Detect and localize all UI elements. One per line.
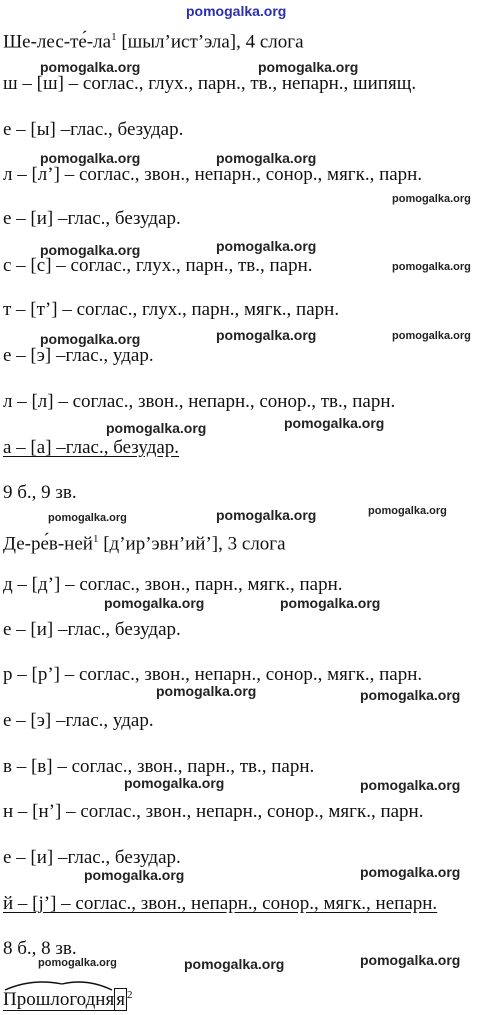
word2-row: е – [э] –глас., удар. [3,710,154,731]
word3-sup: 2 [126,989,133,1001]
word3-ending-box: я [116,989,125,1011]
word1-row: т – [т’] – соглас., глух., парн., мягк., парн. [3,299,340,320]
watermark: pomogalka.org [40,59,141,75]
watermark: pomogalka.org [280,595,381,611]
word2-row-last: й – [j’] – соглас., звон., непарн., сонор., мягк., непарн. [3,893,438,914]
watermark: pomogalka.org [392,193,471,205]
watermark: pomogalka.org [360,687,461,703]
watermark-top: pomogalka.org [186,3,287,19]
watermark: pomogalka.org [360,777,461,793]
word2-heading-text: Де-ре́в-ней [3,533,93,555]
watermark: pomogalka.org [360,864,461,880]
word1-heading-text: Ше-лес-те́-ла [3,31,112,53]
watermark: pomogalka.org [258,59,359,75]
watermark: pomogalka.org [38,957,117,969]
watermark: pomogalka.org [392,261,471,273]
watermark: pomogalka.org [216,507,317,523]
word1-row-last: а – [а] –глас., безудар. [3,437,180,458]
watermark: pomogalka.org [124,775,225,791]
word2-row: н – [н’] – соглас., звон., непарн., сонор., мягк., парн. [3,801,424,822]
word2-row: в – [в] – соглас., звон., парн., тв., парн. [3,756,315,777]
word1-heading-sup: 1 [111,31,117,43]
watermark: pomogalka.org [48,512,127,524]
word1-row: е – [и] –глас., безудар. [3,208,181,229]
word1-heading [3,26,304,53]
watermark: pomogalka.org [216,150,317,166]
word1-row: с – [с] – соглас., глух., парн., тв., парн. [3,255,313,276]
word2-transcription: [д’ир’эвн’ий’], 3 слога [98,533,286,555]
watermark: pomogalka.org [184,956,285,972]
watermark: pomogalka.org [156,683,257,699]
watermark: pomogalka.org [40,242,141,258]
watermark: pomogalka.org [106,420,207,436]
word2-row: р – [р’] – соглас., звон., непарн., сонор., мягк., парн. [3,664,423,685]
word2-row: е – [и] –глас., безудар. [3,619,181,640]
word3-text: Прошлогодня [3,989,115,1011]
watermark: pomogalka.org [392,330,471,342]
word1-row: л – [л] – соглас., звон., непарн., сонор., тв., парн. [3,391,396,412]
watermark: pomogalka.org [368,505,447,517]
word1-summary: 9 б., 9 зв. [3,482,77,503]
word3 [3,984,132,1011]
word1-row: е – [ы] –глас., безудар. [3,119,184,140]
word2-row: е – [и] –глас., безудар. [3,847,181,868]
watermark: pomogalka.org [40,331,141,347]
watermark: pomogalka.org [104,595,205,611]
watermark: pomogalka.org [84,867,185,883]
word2-row: д – [д’] – соглас., звон., парн., мягк., парн. [3,574,343,595]
watermark: pomogalka.org [40,150,141,166]
word1-row: ш – [ш] – соглас., глух., парн., тв., непарн., шипящ. [3,73,417,94]
watermark: pomogalka.org [284,415,385,431]
word1-row: л – [л’] – соглас., звон., непарн., сонор., мягк., парн. [3,164,423,185]
watermark: pomogalka.org [216,327,317,343]
watermark: pomogalka.org [216,238,317,254]
word2-heading [3,528,286,555]
word2-heading-sup: 1 [92,533,99,545]
word2-summary: 8 б., 8 зв. [3,938,77,959]
watermark: pomogalka.org [360,952,461,968]
word1-row: е – [э] –глас., удар. [3,345,154,366]
word1-transcription: [шыл’ист’эла], 4 слога [116,31,304,53]
